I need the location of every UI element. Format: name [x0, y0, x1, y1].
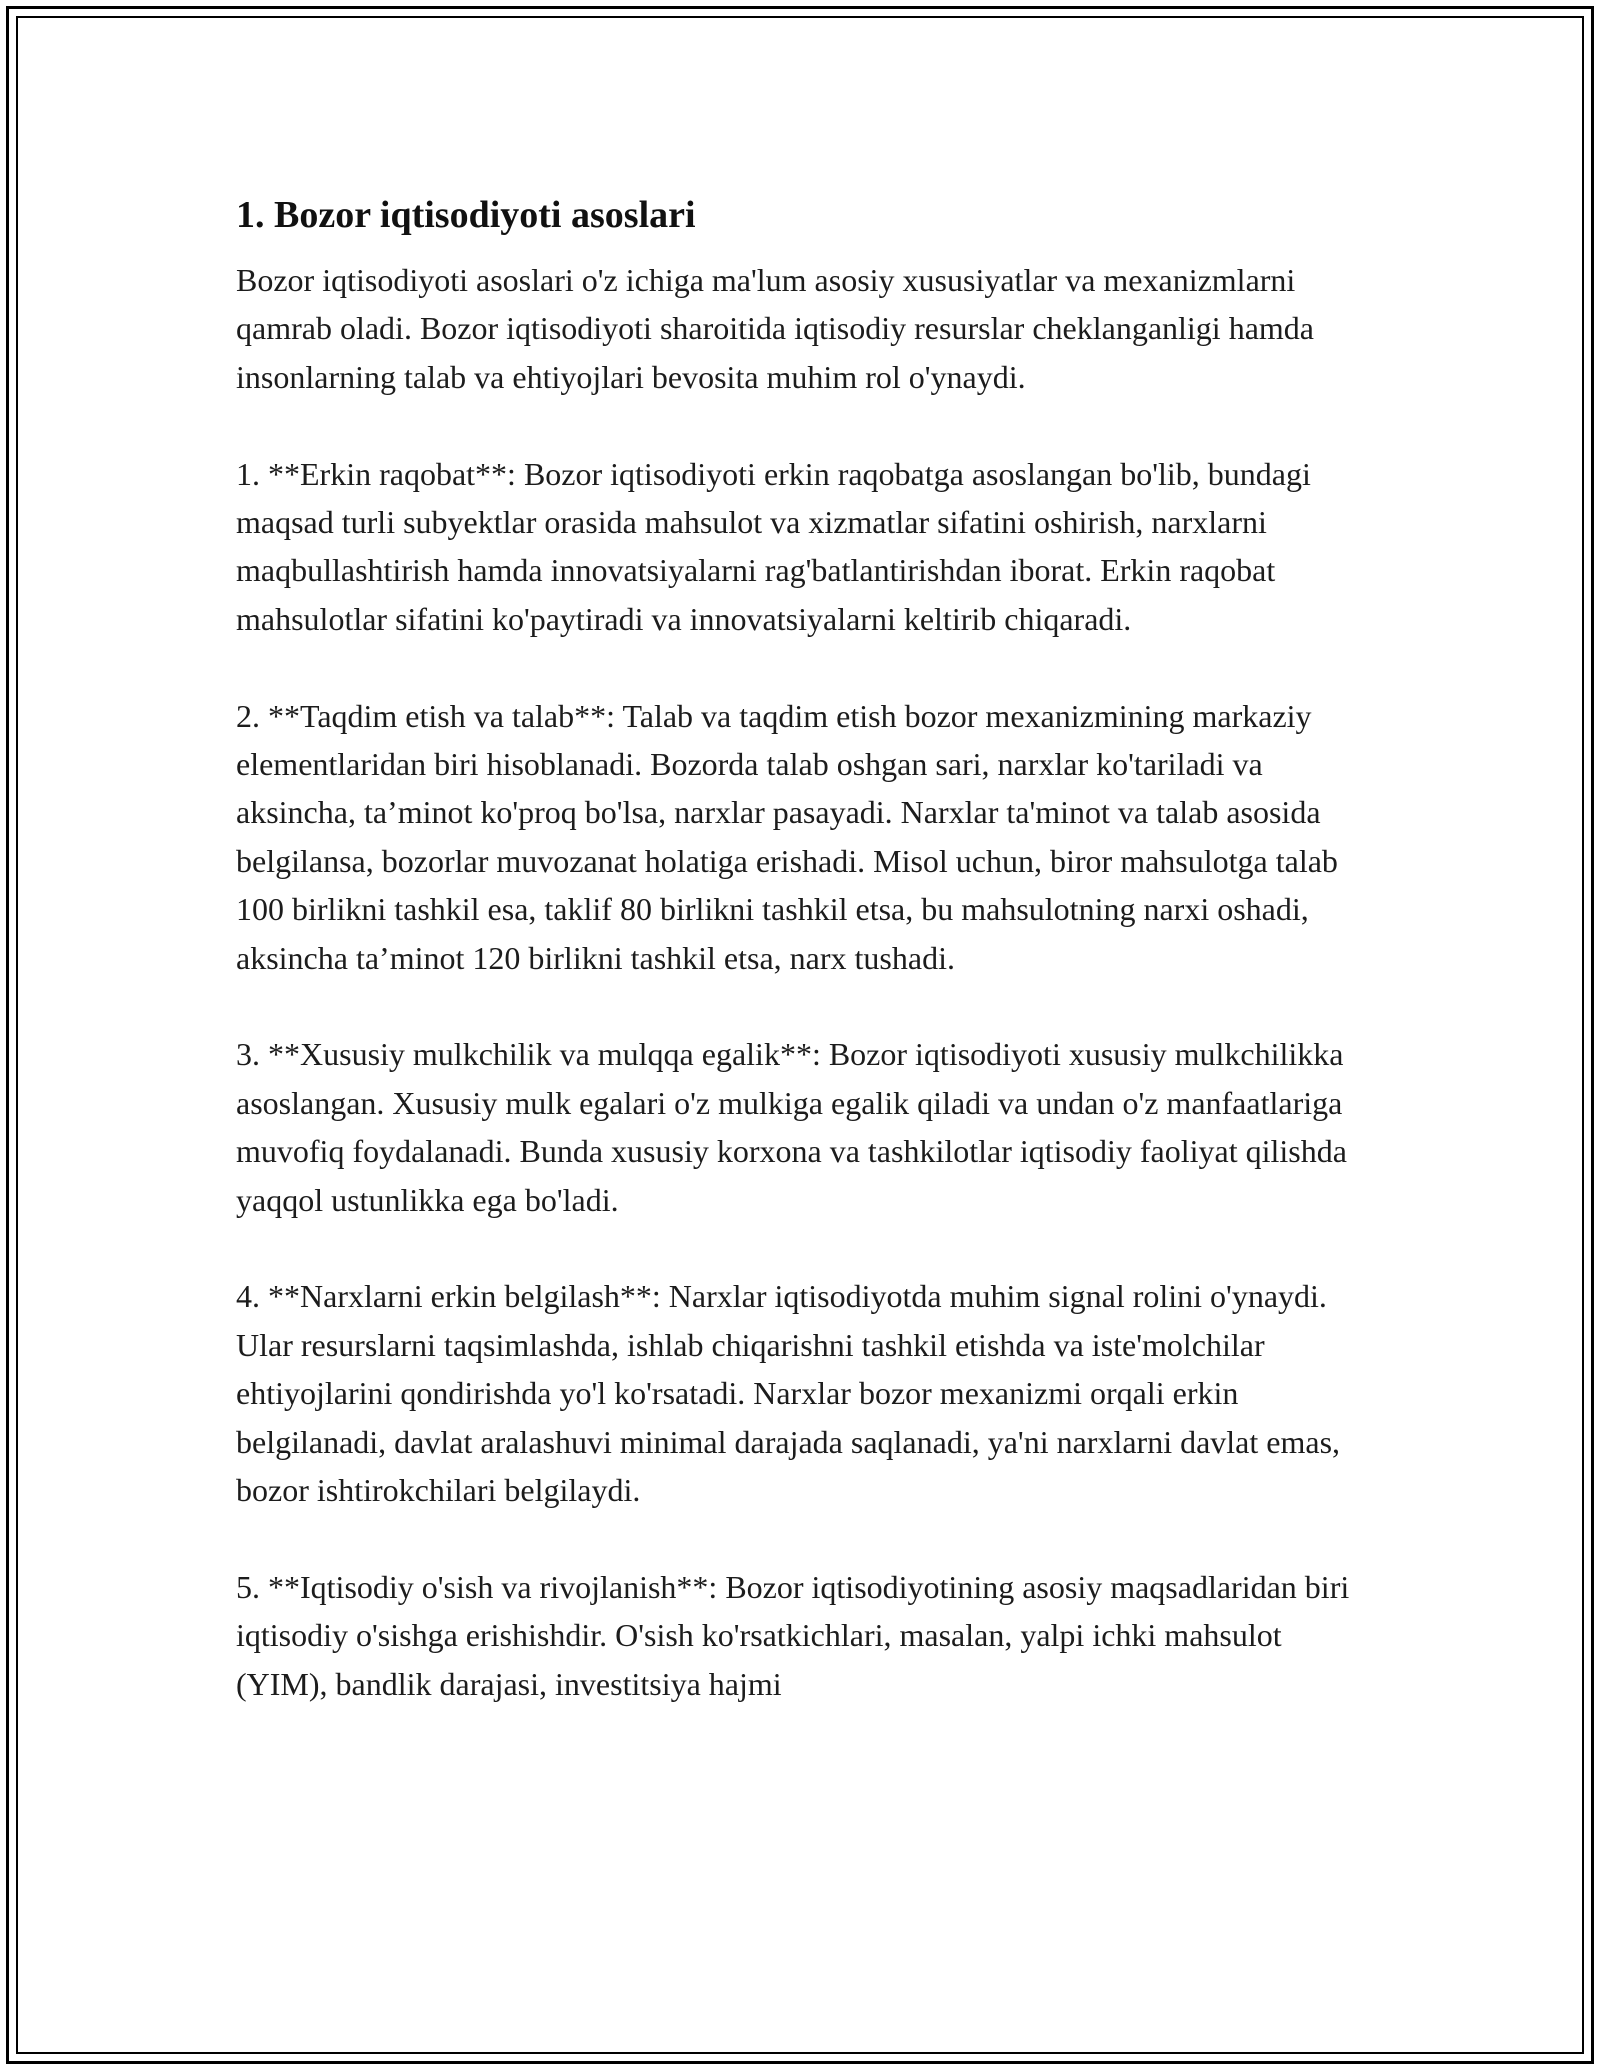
- paragraph-taqdim-etish-va-talab: 2. **Taqdim etish va talab**: Talab va taqdim etish bozor mexanizmining markaziy elementlaridan biri hisoblanadi. Bozorda talab oshgan sari, narxlar ko'tariladi va aksincha, ta’minot ko'proq bo'lsa, narxlar pasayadi. Narxlar ta'minot va talab asosida belgilansa, bozorlar muvozanat holatiga erishadi. Misol uchun, biror mahsulotga talab 100 birlikni tashkil esa, taklif 80 birlikni tashkil etsa, bu mahsulotning narxi oshadi, aksincha ta’minot 120 birlikni tashkil etsa, narx tushadi.: [236, 697, 1338, 976]
- paragraph-xususiy-mulkchilik: 3. **Xususiy mulkchilik va mulqqa egalik**: Bozor iqtisodiyoti xususiy mulkchilikka asoslangan. Xususiy mulk egalari o'z mulkiga egalik qiladi va undan o'z manfaatlariga muvofiq foydalanadi. Bunda xususiy korxona va tashkilotlar iqtisodiy faoliyat qilishda yaqqol ustunlikka ega bo'ladi.: [236, 1036, 1347, 1218]
- intro-paragraph: Bozor iqtisodiyoti asoslari o'z ichiga ma'lum asosiy xususiyatlar va mexanizmlarni qamrab oladi. Bozor iqtisodiyoti sharoitida iqtisodiy resurslar cheklanganligi hamda insonlarning talab va ehtiyojlari bevosita muhim rol o'ynaydi.: [236, 262, 1314, 395]
- paragraph-iqtisodiy-osish: 5. **Iqtisodiy o'sish va rivojlanish**: Bozor iqtisodiyotining asosiy maqsadlaridan biri iqtisodiy o'sishga erishishdir. O'sish ko'rsatkichlari, masalan, yalpi ichki mahsulot (YIM), bandlik darajasi, investitsiya hajmi: [236, 1568, 1350, 1702]
- document-body: [236, 186, 1376, 1757]
- section-heading: 1. Bozor iqtisodiyoti asoslari: [236, 194, 696, 236]
- paragraph-erkin-raqobat: 1. **Erkin raqobat**: Bozor iqtisodiyoti erkin raqobatga asoslangan bo'lib, bundagi maqsad turli subyektlar orasida mahsulot va xizmatlar sifatini oshirish, narxlarni maqbullashtirish hamda innovatsiyalarni rag'batlantirishdan iborat. Erkin raqobat mahsulotlar sifatini ko'paytiradi va innovatsiyalarni keltirib chiqaradi.: [236, 455, 1311, 637]
- paragraph-narxlarni-erkin-belgilash: 4. **Narxlarni erkin belgilash**: Narxlar iqtisodiyotda muhim signal rolini o'ynaydi. Ular resurslarni taqsimlashda, ishlab chiqarishni tashkil etishda va iste'molchilar ehtiyojlarini qondirishda yo'l ko'rsatadi. Narxlar bozor mexanizmi orqali erkin belgilanadi, davlat aralashuvi minimal darajada saqlanadi, ya'ni narxlarni davlat emas, bozor ishtirokchilari belgilaydi.: [236, 1278, 1341, 1509]
